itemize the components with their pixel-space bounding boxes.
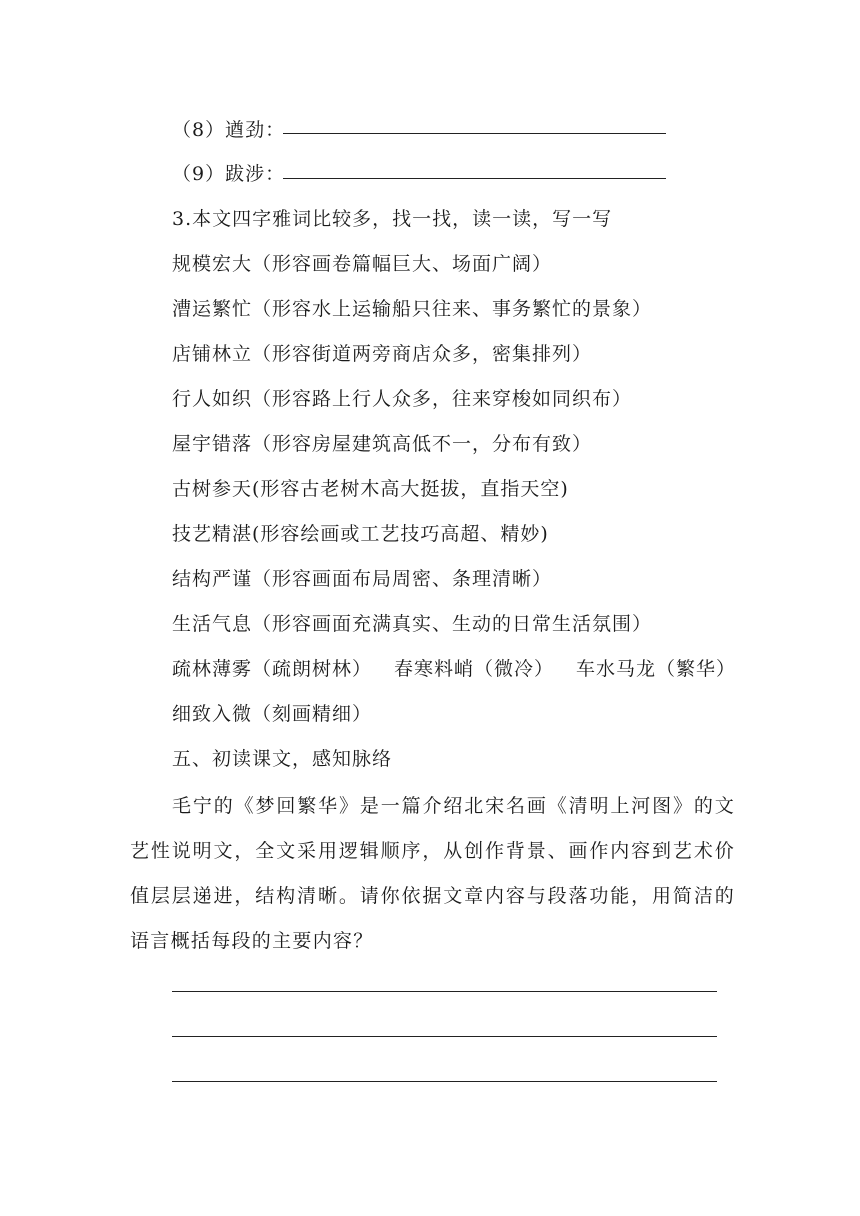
idiom-item: 生活气息（形容画面充满真实、生动的日常生活氛围） — [172, 613, 653, 635]
fill-item-8-blank[interactable] — [283, 133, 666, 134]
idiom-item: 规模宏大（形容画卷篇幅巨大、场面广阔） — [172, 253, 553, 275]
idiom-item: 细致入微（刻画精细） — [172, 703, 373, 725]
idiom-item: 结构严谨（形容画面布局周密、条理清晰） — [172, 568, 553, 590]
idiom-item: 车水马龙（繁华） — [576, 658, 737, 680]
idiom-item: 古树参天(形容古老树木高大挺拔，直指天空) — [172, 478, 569, 500]
section-5-paragraph: 毛宁的《梦回繁华》是一篇介绍北宋名画《清明上河图》的文艺性说明文，全文采用逻辑顺序，从创作背景、画作内容到艺术价值层层递进，结构清晰。请你依据文章内容与段落功能，用简洁的语言概括每段的主要内容？ — [130, 795, 735, 952]
answer-line[interactable] — [172, 1081, 717, 1082]
idiom-item: 漕运繁忙（形容水上运输船只往来、事务繁忙的景象） — [172, 298, 653, 320]
idiom-item: 店铺林立（形容街道两旁商店众多，密集排列） — [172, 343, 593, 365]
section-5-title: 五、初读课文，感知脉络 — [172, 748, 393, 770]
idiom-row-multi — [172, 656, 736, 682]
answer-line[interactable] — [172, 991, 717, 992]
idiom-item: 屋宇错落（形容房屋建筑高低不一，分布有致） — [172, 433, 593, 455]
question-3-heading: 3.本文四字雅词比较多，找一找，读一读，写一写 — [172, 208, 613, 230]
answer-line[interactable] — [172, 1036, 717, 1037]
idiom-item: 行人如织（形容路上行人众多，往来穿梭如同织布） — [172, 388, 633, 410]
idiom-item: 疏林薄雾（疏朗树林） — [172, 658, 373, 680]
idiom-item: 春寒料峭（微冷） — [394, 658, 555, 680]
fill-item-9-label: （9）跋涉： — [172, 163, 286, 185]
idiom-item: 技艺精湛(形容绘画或工艺技巧高超、精妙) — [172, 523, 549, 545]
fill-item-8-label: （8）遒劲： — [172, 119, 286, 141]
fill-item-9-blank[interactable] — [283, 178, 666, 179]
